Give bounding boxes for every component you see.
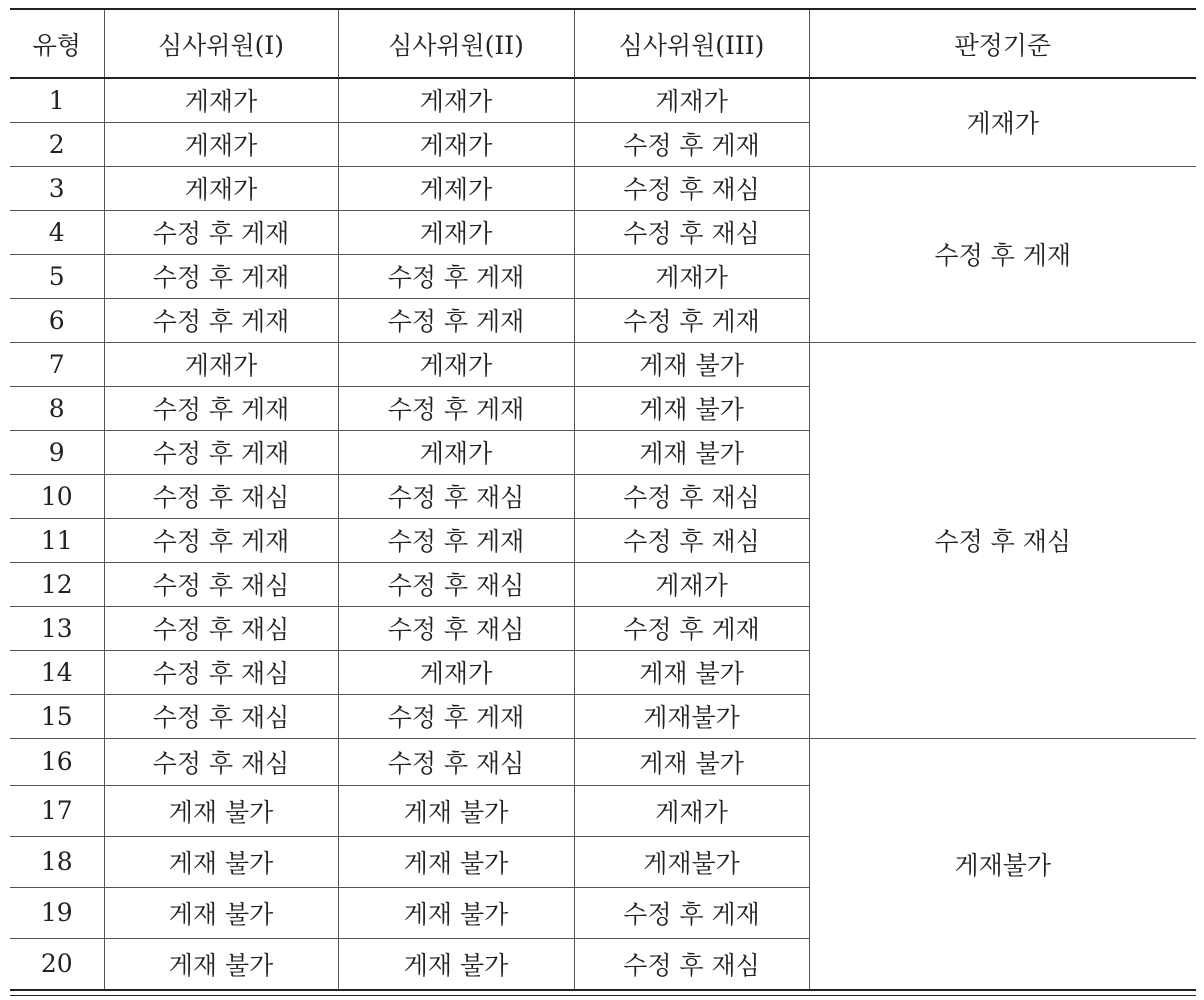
review-criteria-table [10,8,1196,991]
reviewer-1-cell: 수정 후 게재 [104,518,338,562]
reviewer-2-cell: 게재가 [338,210,574,254]
reviewer-3-cell: 수정 후 게재 [574,606,809,650]
reviewer-1-cell: 게재가 [104,166,338,210]
reviewer-3-cell: 수정 후 재심 [574,938,809,990]
reviewer-3-cell: 게재가 [574,78,809,122]
type-cell: 12 [10,562,104,606]
reviewer-3-cell: 게재 불가 [574,650,809,694]
reviewer-1-cell: 수정 후 재심 [104,606,338,650]
table-row [10,738,1196,785]
reviewer-2-cell: 수정 후 재심 [338,562,574,606]
type-cell: 2 [10,122,104,166]
type-cell: 6 [10,298,104,342]
verdict-cell: 수정 후 게재 [809,166,1196,342]
reviewer-2-cell: 게재가 [338,650,574,694]
reviewer-1-cell: 게재가 [104,342,338,386]
type-cell: 20 [10,938,104,990]
header-row [10,9,1196,78]
table-row [10,342,1196,386]
reviewer-1-cell: 수정 후 재심 [104,474,338,518]
reviewer-2-cell: 게재가 [338,342,574,386]
reviewer-2-cell: 수정 후 게재 [338,386,574,430]
reviewer-3-cell: 게재가 [574,562,809,606]
reviewer-3-cell: 게재 불가 [574,430,809,474]
reviewer-2-cell: 수정 후 게재 [338,254,574,298]
verdict-cell: 게재불가 [809,738,1196,990]
reviewer-2-cell: 수정 후 재심 [338,474,574,518]
type-cell: 7 [10,342,104,386]
type-cell: 16 [10,738,104,785]
type-cell: 13 [10,606,104,650]
reviewer-3-cell: 게재 불가 [574,386,809,430]
reviewer-3-cell: 수정 후 게재 [574,887,809,938]
table-bottom-rule [10,995,1196,996]
type-cell: 14 [10,650,104,694]
reviewer-1-cell: 수정 후 게재 [104,254,338,298]
header-reviewer-3: 심사위원(III) [574,9,809,78]
type-cell: 4 [10,210,104,254]
reviewer-1-cell: 수정 후 게재 [104,386,338,430]
reviewer-1-cell: 게재 불가 [104,836,338,887]
reviewer-3-cell: 게재 불가 [574,738,809,785]
reviewer-1-cell: 게재 불가 [104,887,338,938]
reviewer-2-cell: 게재 불가 [338,887,574,938]
header-verdict: 판정기준 [809,9,1196,78]
reviewer-2-cell: 수정 후 게재 [338,518,574,562]
header-reviewer-2: 심사위원(II) [338,9,574,78]
type-cell: 5 [10,254,104,298]
type-cell: 8 [10,386,104,430]
reviewer-1-cell: 수정 후 게재 [104,430,338,474]
reviewer-3-cell: 수정 후 재심 [574,210,809,254]
type-cell: 15 [10,694,104,738]
reviewer-2-cell: 게재 불가 [338,938,574,990]
reviewer-2-cell: 수정 후 게재 [338,694,574,738]
type-cell: 10 [10,474,104,518]
reviewer-1-cell: 수정 후 게재 [104,210,338,254]
type-cell: 17 [10,785,104,836]
reviewer-1-cell: 게재가 [104,78,338,122]
verdict-cell: 게재가 [809,78,1196,166]
reviewer-2-cell: 게재가 [338,122,574,166]
reviewer-2-cell: 게재 불가 [338,785,574,836]
reviewer-1-cell: 수정 후 재심 [104,650,338,694]
reviewer-2-cell: 수정 후 재심 [338,738,574,785]
reviewer-3-cell: 수정 후 재심 [574,166,809,210]
reviewer-3-cell: 게재가 [574,785,809,836]
reviewer-1-cell: 게재 불가 [104,785,338,836]
reviewer-1-cell: 수정 후 게재 [104,298,338,342]
reviewer-3-cell: 게재불가 [574,836,809,887]
reviewer-3-cell: 수정 후 게재 [574,298,809,342]
reviewer-2-cell: 게재가 [338,78,574,122]
reviewer-1-cell: 게재 불가 [104,938,338,990]
reviewer-3-cell: 수정 후 게재 [574,122,809,166]
reviewer-2-cell: 게제가 [338,166,574,210]
verdict-cell: 수정 후 재심 [809,342,1196,738]
type-cell: 9 [10,430,104,474]
reviewer-3-cell: 게재불가 [574,694,809,738]
header-type: 유형 [10,9,104,78]
reviewer-3-cell: 게재 불가 [574,342,809,386]
reviewer-2-cell: 수정 후 재심 [338,606,574,650]
type-cell: 3 [10,166,104,210]
reviewer-2-cell: 게재 불가 [338,836,574,887]
reviewer-3-cell: 게재가 [574,254,809,298]
table-row [10,166,1196,210]
table-row [10,78,1196,122]
reviewer-1-cell: 수정 후 재심 [104,738,338,785]
reviewer-3-cell: 수정 후 재심 [574,518,809,562]
type-cell: 1 [10,78,104,122]
reviewer-2-cell: 수정 후 게재 [338,298,574,342]
type-cell: 18 [10,836,104,887]
reviewer-1-cell: 수정 후 재심 [104,562,338,606]
header-reviewer-1: 심사위원(I) [104,9,338,78]
reviewer-1-cell: 수정 후 재심 [104,694,338,738]
reviewer-3-cell: 수정 후 재심 [574,474,809,518]
type-cell: 19 [10,887,104,938]
reviewer-2-cell: 게재가 [338,430,574,474]
type-cell: 11 [10,518,104,562]
reviewer-1-cell: 게재가 [104,122,338,166]
